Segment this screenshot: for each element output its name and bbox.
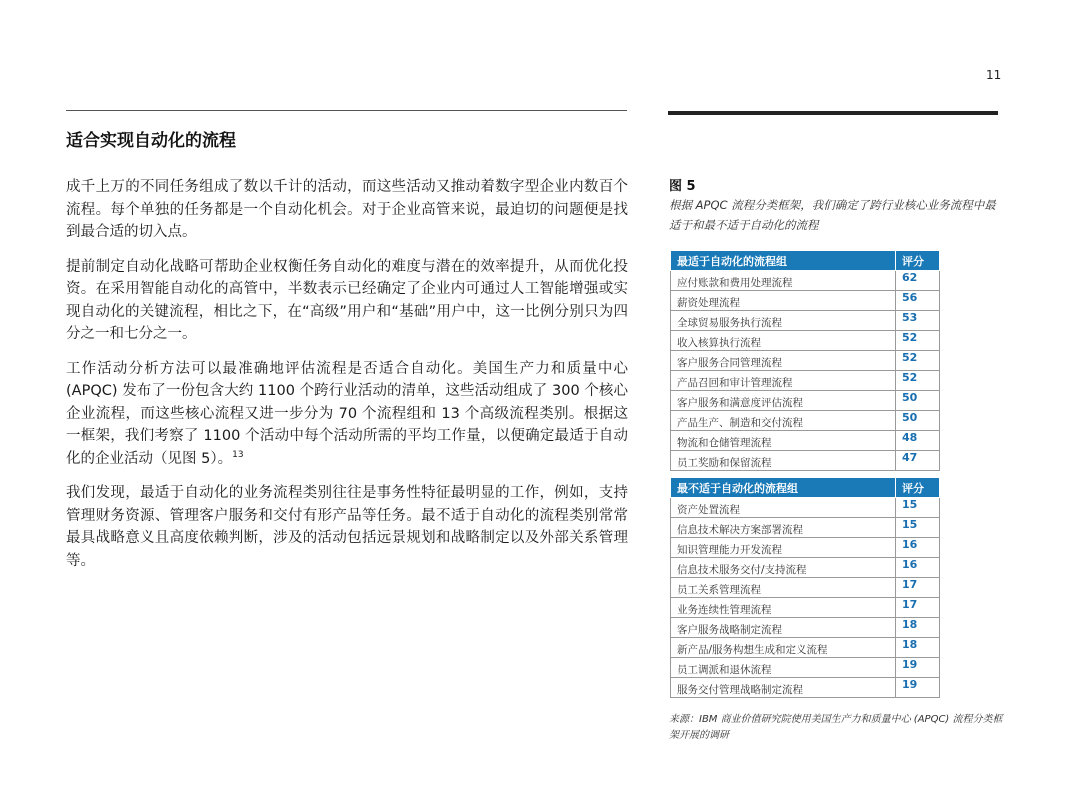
process-name: 产品生产、制造和交付流程 bbox=[671, 411, 896, 431]
table-header-process: 最不适于自动化的流程组 bbox=[671, 478, 896, 498]
process-score: 47 bbox=[896, 451, 940, 471]
process-score: 52 bbox=[896, 351, 940, 371]
process-score: 52 bbox=[896, 371, 940, 391]
table-row bbox=[671, 618, 940, 638]
table-row bbox=[671, 391, 940, 411]
paragraph-text: 工作活动分析方法可以最准确地评估流程是否适合自动化。美国生产力和质量中心 (APQC) 发布了一份包含大约 1100 个跨行业活动的清单，这些活动组成了 300 个核心企业流程，而这些核心流程又进一步分为 70 个流程组和 13 个高级流程类别。根据这一框架，我们考察了 1100 个活动中每个活动所需的平均工作量，以便确定最适于自动化的企业活动（见图 5）。 bbox=[66, 360, 628, 467]
figure-divider bbox=[668, 111, 998, 115]
process-name: 员工奖励和保留流程 bbox=[671, 451, 896, 471]
table-row bbox=[671, 638, 940, 658]
table-row bbox=[671, 331, 940, 351]
process-name: 应付账款和费用处理流程 bbox=[671, 271, 896, 291]
table-row bbox=[671, 291, 940, 311]
process-name: 产品召回和审计管理流程 bbox=[671, 371, 896, 391]
process-name: 知识管理能力开发流程 bbox=[671, 538, 896, 558]
process-score: 18 bbox=[896, 638, 940, 658]
table-row bbox=[671, 498, 940, 518]
process-name: 薪资处理流程 bbox=[671, 291, 896, 311]
process-score: 15 bbox=[896, 518, 940, 538]
paragraph: 成千上万的不同任务组成了数以千计的活动，而这些活动又推动着数字型企业内数百个流程。每个单独的任务都是一个自动化机会。对于企业高管来说，最迫切的问题便是找到最合适的切入点。 bbox=[66, 179, 628, 240]
table-row bbox=[671, 371, 940, 391]
process-name: 收入核算执行流程 bbox=[671, 331, 896, 351]
table-row bbox=[671, 271, 940, 291]
process-name: 信息技术服务交付/支持流程 bbox=[671, 558, 896, 578]
table-row bbox=[671, 351, 940, 371]
process-name: 新产品/服务构想生成和定义流程 bbox=[671, 638, 896, 658]
process-name: 全球贸易服务执行流程 bbox=[671, 311, 896, 331]
process-score: 50 bbox=[896, 411, 940, 431]
table-row bbox=[671, 658, 940, 678]
process-name: 客户服务合同管理流程 bbox=[671, 351, 896, 371]
table-header-process: 最适于自动化的流程组 bbox=[671, 251, 896, 271]
table-header-row bbox=[671, 478, 940, 498]
footnote-marker: 13 bbox=[232, 449, 244, 460]
process-name: 业务连续性管理流程 bbox=[671, 598, 896, 618]
body-text bbox=[66, 176, 628, 584]
table-header-score: 评分 bbox=[896, 251, 940, 271]
table-row bbox=[671, 451, 940, 471]
process-score: 48 bbox=[896, 431, 940, 451]
table-row bbox=[671, 431, 940, 451]
figure-caption: 根据 APQC 流程分类框架，我们确定了跨行业核心业务流程中最适于和最不适于自动化的流程 bbox=[669, 198, 996, 232]
process-score: 17 bbox=[896, 598, 940, 618]
process-score: 19 bbox=[896, 658, 940, 678]
table-row bbox=[671, 518, 940, 538]
paragraph bbox=[66, 358, 628, 471]
source-note: 来源：IBM 商业价值研究院使用美国生产力和质量中心 (APQC) 流程分类框架开展的调研 bbox=[669, 714, 1003, 741]
process-score: 15 bbox=[896, 498, 940, 518]
process-score: 62 bbox=[896, 271, 940, 291]
process-score: 52 bbox=[896, 331, 940, 351]
process-score: 17 bbox=[896, 578, 940, 598]
paragraph: 我们发现，最适于自动化的业务流程类别往往是事务性特征最明显的工作，例如，支持管理财务资源、管理客户服务和交付有形产品等任务。最不适于自动化的流程类别常常最具战略意义且高度依赖判断，涉及的活动包括远景规划和战略制定以及外部关系管理等。 bbox=[66, 485, 628, 569]
process-name: 员工调派和退休流程 bbox=[671, 658, 896, 678]
process-name: 客户服务战略制定流程 bbox=[671, 618, 896, 638]
table-body bbox=[671, 271, 940, 471]
figure-label: 图 5 bbox=[669, 179, 696, 194]
section-title: 适合实现自动化的流程 bbox=[66, 131, 236, 151]
section-divider bbox=[66, 110, 627, 111]
process-name: 信息技术解决方案部署流程 bbox=[671, 518, 896, 538]
process-score: 18 bbox=[896, 618, 940, 638]
process-name: 客户服务和满意度评估流程 bbox=[671, 391, 896, 411]
process-name: 员工关系管理流程 bbox=[671, 578, 896, 598]
process-score: 53 bbox=[896, 311, 940, 331]
worst-processes-table bbox=[670, 477, 940, 698]
table-row bbox=[671, 678, 940, 698]
table-row bbox=[671, 538, 940, 558]
process-score: 50 bbox=[896, 391, 940, 411]
process-name: 服务交付管理战略制定流程 bbox=[671, 678, 896, 698]
paragraph: 提前制定自动化战略可帮助企业权衡任务自动化的难度与潜在的效率提升，从而优化投资。在采用智能自动化的高管中，半数表示已经确定了企业内可通过人工智能增强或实现自动化的关键流程，相比之下，在“高级”用户和“基础”用户中，这一比例分别只为四分之一和七分之一。 bbox=[66, 258, 628, 342]
page-number: 11 bbox=[986, 68, 1002, 82]
process-score: 56 bbox=[896, 291, 940, 311]
table-row bbox=[671, 411, 940, 431]
table-row bbox=[671, 311, 940, 331]
best-processes-table bbox=[670, 250, 940, 471]
process-name: 物流和仓储管理流程 bbox=[671, 431, 896, 451]
table-header-score: 评分 bbox=[896, 478, 940, 498]
process-name: 资产处置流程 bbox=[671, 498, 896, 518]
table-row bbox=[671, 578, 940, 598]
table-row bbox=[671, 598, 940, 618]
table-header-row bbox=[671, 251, 940, 271]
process-score: 16 bbox=[896, 538, 940, 558]
table-row bbox=[671, 558, 940, 578]
table-body bbox=[671, 498, 940, 698]
process-score: 19 bbox=[896, 678, 940, 698]
process-score: 16 bbox=[896, 558, 940, 578]
